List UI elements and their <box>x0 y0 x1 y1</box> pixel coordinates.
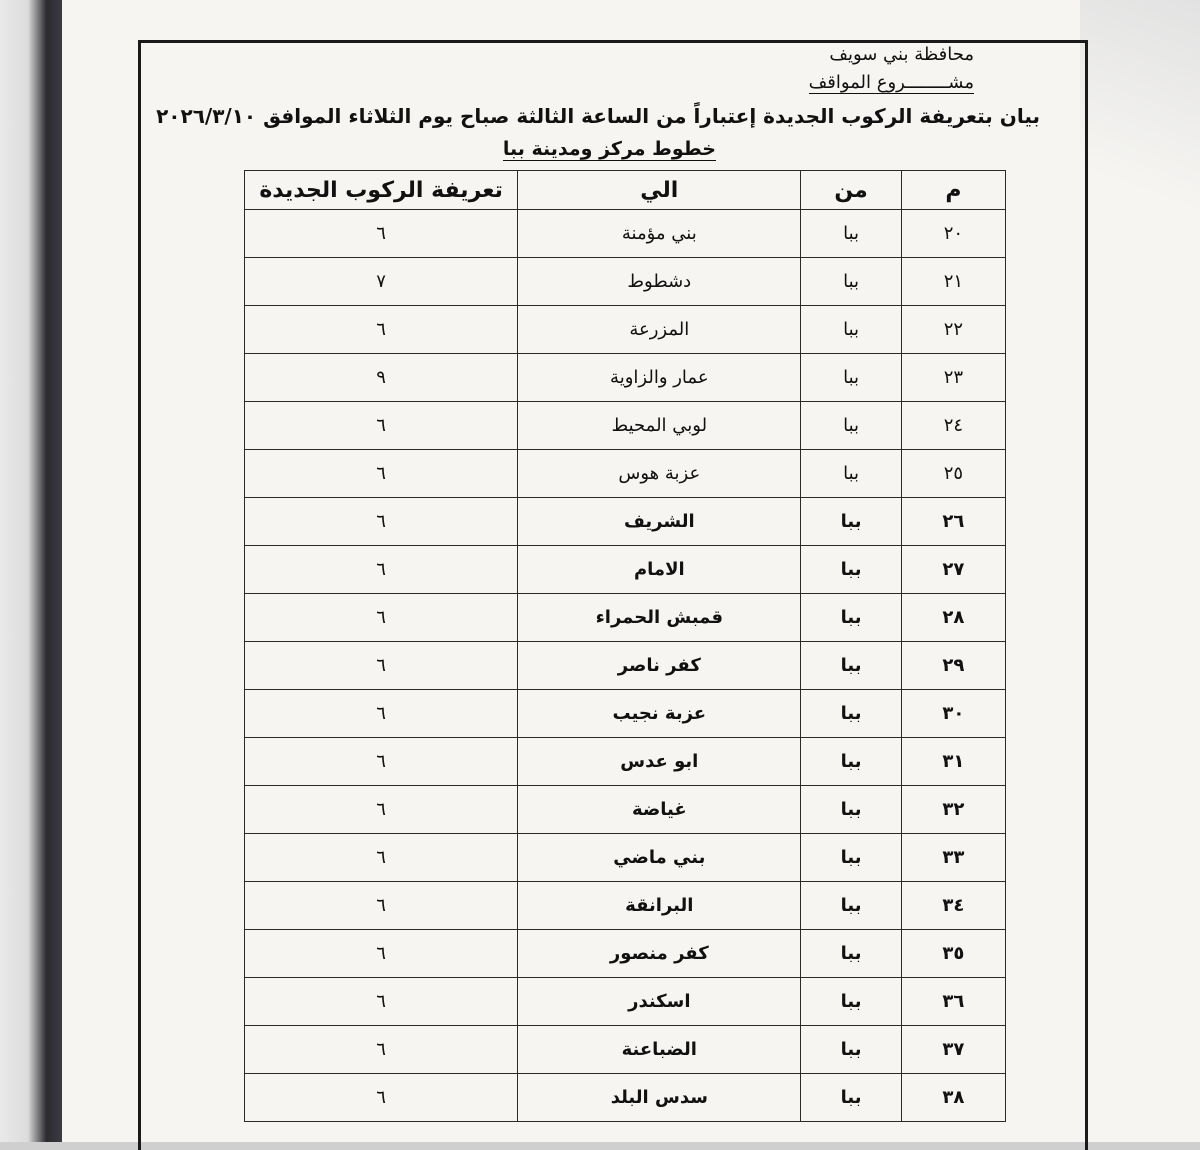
table-row <box>245 306 1006 354</box>
row-fare: ٦ <box>245 450 518 498</box>
row-to: عمار والزاوية <box>518 354 801 402</box>
table-row <box>245 882 1006 930</box>
column-header-from: من <box>801 171 901 210</box>
row-number: ٢٧ <box>901 546 1005 594</box>
table-row <box>245 1074 1006 1122</box>
table-row <box>245 210 1006 258</box>
row-to: الامام <box>518 546 801 594</box>
row-number: ٣٥ <box>901 930 1005 978</box>
row-to: كفر منصور <box>518 930 801 978</box>
row-fare: ٦ <box>245 594 518 642</box>
row-from: ببا <box>801 930 901 978</box>
row-fare: ٦ <box>245 834 518 882</box>
row-fare: ٦ <box>245 1026 518 1074</box>
row-from: ببا <box>801 210 901 258</box>
governorate-name: محافظة بني سويف <box>829 44 974 65</box>
row-from: ببا <box>801 546 901 594</box>
table-row <box>245 594 1006 642</box>
row-from: ببا <box>801 354 901 402</box>
row-to: دشطوط <box>518 258 801 306</box>
table-row <box>245 354 1006 402</box>
table-row <box>245 1026 1006 1074</box>
table-row <box>245 978 1006 1026</box>
row-fare: ٦ <box>245 690 518 738</box>
row-fare: ٦ <box>245 786 518 834</box>
column-header-fare: تعريفة الركوب الجديدة <box>245 171 518 210</box>
row-from: ببا <box>801 306 901 354</box>
row-number: ٣٢ <box>901 786 1005 834</box>
row-fare: ٦ <box>245 738 518 786</box>
row-to: الشريف <box>518 498 801 546</box>
row-to: البرانقة <box>518 882 801 930</box>
row-from: ببا <box>801 834 901 882</box>
row-from: ببا <box>801 258 901 306</box>
table-row <box>245 258 1006 306</box>
column-header-to: الي <box>518 171 801 210</box>
row-fare: ٦ <box>245 882 518 930</box>
row-fare: ٦ <box>245 402 518 450</box>
table-row <box>245 642 1006 690</box>
row-from: ببا <box>801 1026 901 1074</box>
row-to: ابو عدس <box>518 738 801 786</box>
row-number: ٣١ <box>901 738 1005 786</box>
row-number: ٢٤ <box>901 402 1005 450</box>
row-to: اسكندر <box>518 978 801 1026</box>
row-to: بني ماضي <box>518 834 801 882</box>
row-to: سدس البلد <box>518 1074 801 1122</box>
row-number: ٢٣ <box>901 354 1005 402</box>
fare-table-header <box>245 171 1006 210</box>
row-fare: ٩ <box>245 354 518 402</box>
document-subtitle: خطوط مركز ومدينة ببا <box>502 138 716 160</box>
table-row <box>245 738 1006 786</box>
row-fare: ٦ <box>245 978 518 1026</box>
table-row <box>245 450 1006 498</box>
row-to: بني مؤمنة <box>518 210 801 258</box>
row-fare: ٦ <box>245 210 518 258</box>
fare-table <box>244 170 1006 1122</box>
row-number: ٣٧ <box>901 1026 1005 1074</box>
row-fare: ٦ <box>245 642 518 690</box>
row-from: ببا <box>801 978 901 1026</box>
row-from: ببا <box>801 450 901 498</box>
table-row <box>245 786 1006 834</box>
table-row <box>245 546 1006 594</box>
row-from: ببا <box>801 738 901 786</box>
row-to: كفر ناصر <box>518 642 801 690</box>
row-number: ٢٩ <box>901 642 1005 690</box>
document-title: بيان بتعريفة الركوب الجديدة إعتباراً من الساعة الثالثة صباح يوم الثلاثاء الموافق ٢٠٢٦/٣/١٠ <box>156 104 1040 128</box>
row-from: ببا <box>801 882 901 930</box>
row-number: ٣٦ <box>901 978 1005 1026</box>
row-from: ببا <box>801 642 901 690</box>
row-from: ببا <box>801 594 901 642</box>
row-fare: ٦ <box>245 546 518 594</box>
project-name: مشــــــــروع المواقف <box>808 72 974 93</box>
row-number: ٣٣ <box>901 834 1005 882</box>
row-fare: ٦ <box>245 498 518 546</box>
row-to: غياضة <box>518 786 801 834</box>
row-to: عزبة هوس <box>518 450 801 498</box>
row-from: ببا <box>801 786 901 834</box>
row-from: ببا <box>801 498 901 546</box>
row-to: المزرعة <box>518 306 801 354</box>
row-from: ببا <box>801 1074 901 1122</box>
background-edge <box>0 0 62 1142</box>
row-number: ٢٦ <box>901 498 1005 546</box>
row-number: ٣٠ <box>901 690 1005 738</box>
row-number: ٢١ <box>901 258 1005 306</box>
row-to: لوبي المحيط <box>518 402 801 450</box>
table-row <box>245 690 1006 738</box>
row-to: قمبش الحمراء <box>518 594 801 642</box>
table-row <box>245 402 1006 450</box>
row-fare: ٦ <box>245 930 518 978</box>
row-from: ببا <box>801 402 901 450</box>
row-number: ٣٨ <box>901 1074 1005 1122</box>
row-from: ببا <box>801 690 901 738</box>
row-number: ٢٢ <box>901 306 1005 354</box>
row-fare: ٦ <box>245 1074 518 1122</box>
row-to: عزبة نجيب <box>518 690 801 738</box>
row-fare: ٧ <box>245 258 518 306</box>
row-to: الضباعنة <box>518 1026 801 1074</box>
row-number: ٢٠ <box>901 210 1005 258</box>
row-number: ٢٥ <box>901 450 1005 498</box>
table-row <box>245 834 1006 882</box>
row-number: ٢٨ <box>901 594 1005 642</box>
column-header-number: م <box>901 171 1005 210</box>
table-row <box>245 930 1006 978</box>
table-row <box>245 498 1006 546</box>
paper-fold-shadow <box>1080 0 1200 260</box>
row-number: ٣٤ <box>901 882 1005 930</box>
row-fare: ٦ <box>245 306 518 354</box>
